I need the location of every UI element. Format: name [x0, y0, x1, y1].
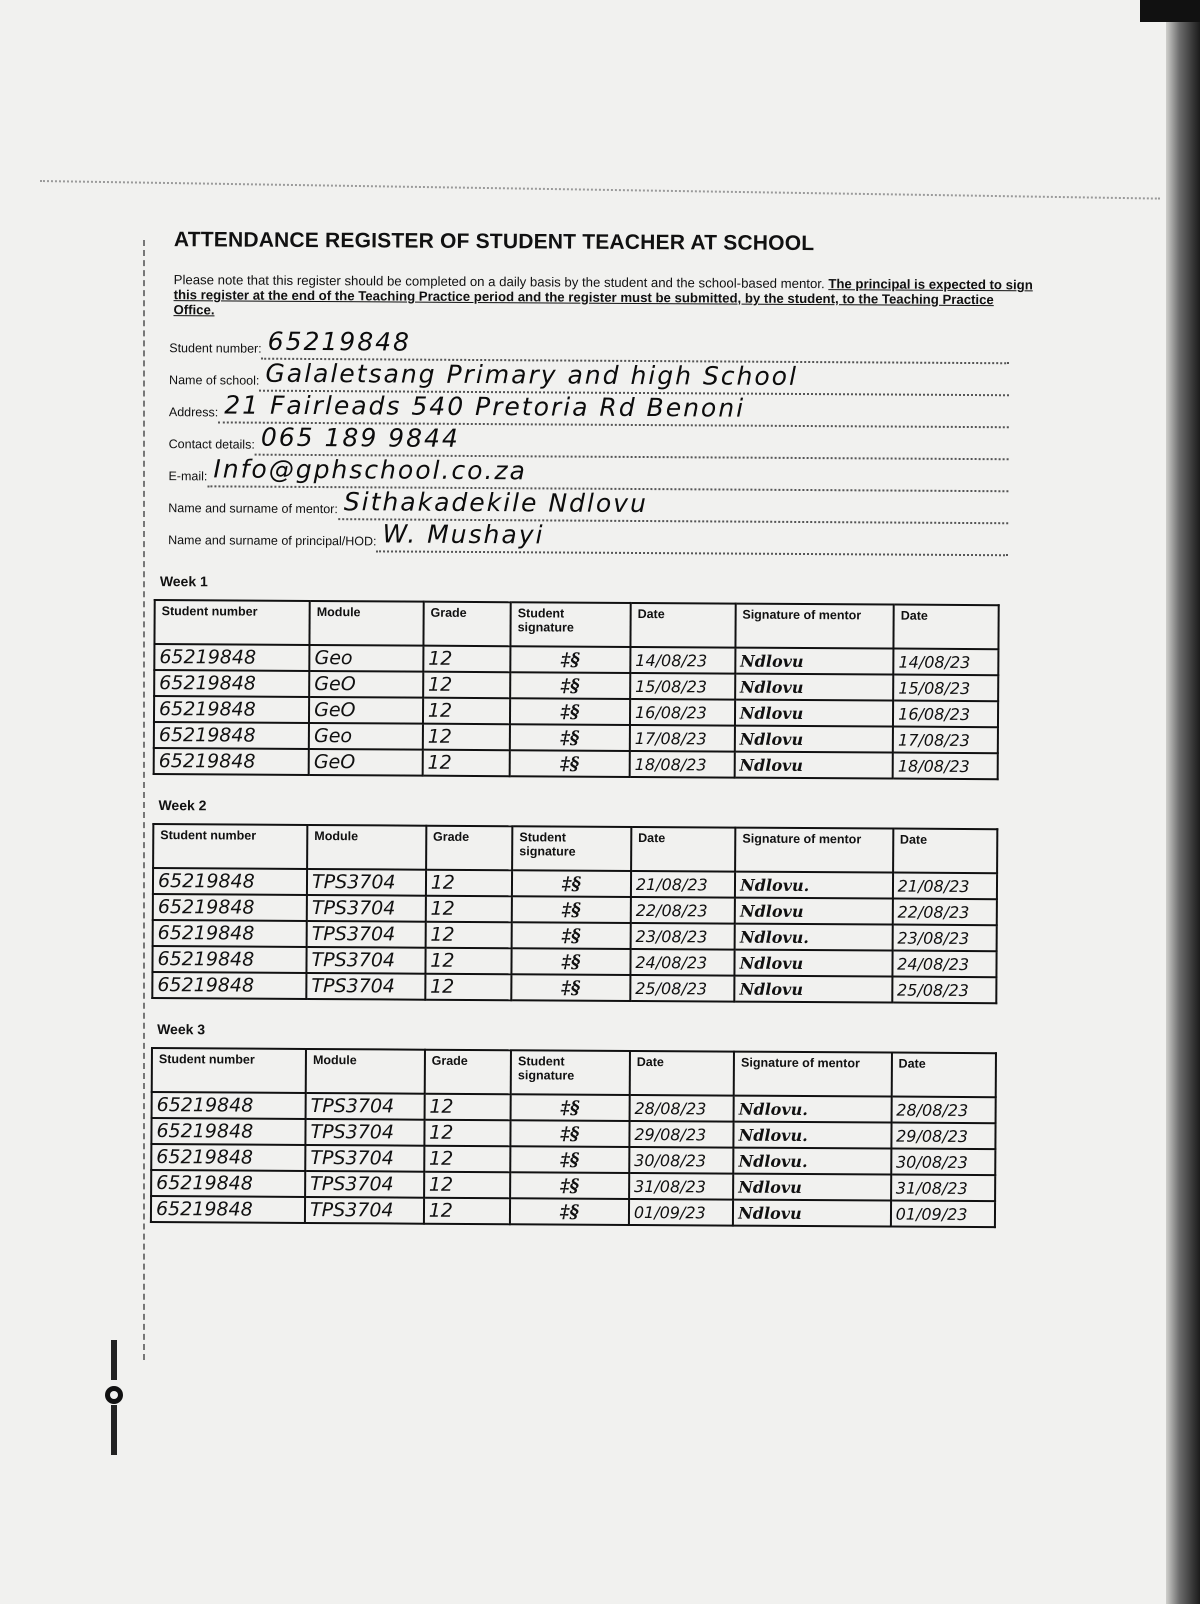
student-number-header: Student number — [152, 1048, 306, 1093]
grade-cell: 12 — [425, 974, 512, 1001]
mentor-date-cell: 28/08/23 — [891, 1097, 995, 1124]
date-cell: 16/08/23 — [630, 699, 735, 726]
mentor-signature-cell: Ndlovu — [735, 674, 894, 701]
student-number-header: Student number — [154, 600, 309, 645]
student-number-cell: 65219848 — [151, 1196, 305, 1223]
week-1-table — [153, 599, 1000, 780]
address-value: 21 Fairleads 540 Pretoria Rd Benoni — [224, 390, 746, 423]
mentor-date-cell: 31/08/23 — [891, 1175, 995, 1202]
mentor-signature-cell: Ndlovu — [733, 1200, 891, 1227]
module-cell: GeO — [309, 697, 423, 724]
module-cell: GeO — [309, 671, 423, 698]
student-signature-cell: ‡§ — [510, 1172, 629, 1199]
student-signature-cell: ‡§ — [510, 1198, 629, 1225]
mentor-signature-cell: Ndlovu — [734, 752, 893, 779]
student-number-cell: 65219848 — [154, 644, 309, 671]
date-header: Date — [630, 603, 735, 648]
grade-cell: 12 — [424, 1146, 511, 1173]
mentor-date-header: Date — [891, 1053, 996, 1098]
mentor-date-cell: 16/08/23 — [893, 701, 998, 728]
student-number-header: Student number — [153, 824, 307, 869]
student-number-cell: 65219848 — [154, 670, 309, 697]
grade-cell: 12 — [424, 1172, 511, 1199]
student-number-cell: 65219848 — [151, 1144, 305, 1171]
student-number-cell: 65219848 — [154, 748, 309, 775]
paper-corner-shadow — [1140, 0, 1200, 22]
header-row — [153, 824, 997, 873]
mentor-date-cell: 15/08/23 — [893, 675, 998, 702]
email-label: E-mail: — [168, 469, 208, 484]
student-signature-cell: ‡§ — [510, 672, 630, 699]
date-cell: 25/08/23 — [630, 975, 734, 1002]
module-cell: TPS3704 — [307, 921, 426, 948]
student-signature-cell: ‡§ — [510, 646, 630, 673]
module-cell: Geo — [309, 645, 423, 672]
mentor-signature-cell: Ndlovu — [735, 726, 894, 753]
student-signature-cell: ‡§ — [510, 750, 630, 777]
grade-header: Grade — [424, 1050, 511, 1095]
mentor-date-header: Date — [894, 605, 999, 650]
week-2-table — [151, 823, 998, 1004]
mentor-label: Name and surname of mentor: — [168, 501, 338, 517]
student-number-cell: 65219848 — [153, 868, 307, 895]
date-cell: 31/08/23 — [629, 1173, 733, 1200]
mentor-date-cell: 29/08/23 — [891, 1123, 995, 1150]
principal-label: Name and surname of principal/HOD: — [168, 533, 377, 549]
date-cell: 18/08/23 — [630, 751, 735, 778]
student-signature-header: Student signature — [511, 1050, 630, 1095]
module-cell: TPS3704 — [305, 1171, 424, 1198]
student-number-cell: 65219848 — [152, 946, 306, 973]
date-cell: 21/08/23 — [631, 871, 735, 898]
grade-cell: 12 — [424, 1120, 511, 1147]
student-signature-cell: ‡§ — [512, 870, 631, 897]
header-row — [152, 1048, 996, 1097]
contact-value: 065 189 9844 — [260, 422, 460, 453]
mentor-date-cell: 24/08/23 — [892, 951, 996, 978]
mentor-date-cell: 18/08/23 — [893, 753, 998, 780]
date-cell: 15/08/23 — [630, 673, 735, 700]
module-cell: TPS3704 — [305, 1197, 424, 1224]
student-number-cell: 65219848 — [151, 1170, 305, 1197]
mentor-signature-cell: Ndlovu. — [734, 1096, 892, 1123]
student-number-cell: 65219848 — [153, 920, 307, 947]
date-cell: 23/08/23 — [630, 923, 734, 950]
mentor-date-cell: 14/08/23 — [893, 649, 998, 676]
perforation-line — [40, 180, 1160, 200]
date-cell: 24/08/23 — [630, 949, 734, 976]
student-number-cell: 65219848 — [154, 696, 309, 723]
mentor-signature-header: Signature of mentor — [734, 1052, 892, 1097]
principal-field — [168, 519, 1008, 556]
table-row — [154, 748, 998, 779]
principal-value: W. Mushayi — [382, 519, 545, 550]
grade-cell: 12 — [425, 922, 512, 949]
module-cell: Geo — [309, 723, 423, 750]
email-value: Info@gphschool.co.za — [213, 454, 527, 486]
notice-emphasis: The principal is expected to sign this register at the end of the Teaching Practice period and the register must be submitted, by the student, to the Teaching Practice Office. — [173, 276, 1033, 318]
module-cell: TPS3704 — [306, 947, 425, 974]
mentor-signature-header: Signature of mentor — [735, 828, 893, 873]
student-signature-cell: ‡§ — [512, 922, 631, 949]
date-header: Date — [631, 827, 736, 872]
mentor-date-cell: 21/08/23 — [893, 873, 997, 900]
student-number-cell: 65219848 — [153, 894, 307, 921]
module-cell: TPS3704 — [307, 895, 426, 922]
school-label: Name of school: — [169, 373, 260, 388]
student-signature-cell: ‡§ — [510, 698, 630, 725]
date-cell: 28/08/23 — [629, 1095, 733, 1122]
grade-cell: 12 — [423, 724, 510, 751]
student-signature-cell: ‡§ — [512, 896, 631, 923]
student-signature-header: Student signature — [512, 826, 631, 871]
student-number-label: Student number: — [169, 341, 262, 356]
mentor-date-cell: 17/08/23 — [893, 727, 998, 754]
mentor-date-header: Date — [893, 829, 998, 874]
module-header: Module — [306, 1049, 425, 1094]
mentor-date-cell: 25/08/23 — [892, 977, 996, 1004]
module-cell: TPS3704 — [305, 1145, 424, 1172]
date-header: Date — [630, 1051, 735, 1096]
student-number-cell: 65219848 — [152, 1092, 306, 1119]
paper-edge-shadow — [1166, 0, 1200, 1604]
mentor-signature-cell: Ndlovu. — [735, 872, 893, 899]
module-cell: GeO — [309, 749, 423, 776]
student-signature-cell: ‡§ — [511, 1094, 630, 1121]
address-label: Address: — [168, 405, 219, 420]
week-label: Week 2 — [158, 797, 207, 814]
table-row — [151, 1196, 995, 1227]
attendance-register-sheet — [144, 228, 1040, 1228]
mentor-date-cell: 01/09/23 — [891, 1201, 995, 1228]
mentor-date-cell: 22/08/23 — [892, 899, 996, 926]
mentor-signature-cell: Ndlovu. — [733, 1148, 891, 1175]
grade-cell: 12 — [423, 698, 510, 725]
module-cell: TPS3704 — [306, 1093, 425, 1120]
student-number-cell: 65219848 — [152, 972, 306, 999]
binding-clip-icon — [104, 1340, 124, 1460]
mentor-date-cell: 23/08/23 — [892, 925, 996, 952]
week-3-table — [150, 1047, 997, 1228]
grade-cell: 12 — [425, 948, 512, 975]
mentor-signature-cell: Ndlovu — [733, 1174, 891, 1201]
student-signature-cell: ‡§ — [510, 1146, 629, 1173]
header-row — [154, 600, 998, 649]
mentor-signature-cell: Ndlovu — [734, 976, 892, 1003]
mentor-signature-cell: Ndlovu — [735, 898, 893, 925]
mentor-date-cell: 30/08/23 — [891, 1149, 995, 1176]
date-cell: 01/09/23 — [629, 1199, 733, 1226]
mentor-signature-cell: Ndlovu. — [735, 924, 893, 951]
week-label: Week 3 — [157, 1021, 206, 1038]
grade-cell: 12 — [423, 672, 510, 699]
grade-cell: 12 — [424, 1198, 511, 1225]
grade-cell: 12 — [426, 896, 513, 923]
date-cell: 17/08/23 — [630, 725, 735, 752]
mentor-signature-cell: Ndlovu — [735, 700, 894, 727]
contact-label: Contact details: — [168, 437, 255, 452]
school-value: Galaletsang Primary and high School — [265, 358, 799, 391]
student-signature-cell: ‡§ — [512, 948, 631, 975]
date-cell: 30/08/23 — [629, 1147, 733, 1174]
student-number-cell: 65219848 — [151, 1118, 305, 1145]
grade-header: Grade — [426, 826, 513, 871]
student-signature-header: Student signature — [511, 602, 631, 647]
student-signature-cell: ‡§ — [510, 724, 630, 751]
module-header: Module — [307, 825, 426, 870]
date-cell: 22/08/23 — [631, 897, 735, 924]
grade-cell: 12 — [426, 870, 513, 897]
date-cell: 29/08/23 — [629, 1121, 733, 1148]
grade-cell: 12 — [424, 1094, 511, 1121]
student-number-value: 65219848 — [267, 326, 412, 357]
mentor-signature-cell: Ndlovu — [735, 648, 894, 675]
mentor-signature-cell: Ndlovu. — [734, 1122, 892, 1149]
mentor-signature-cell: Ndlovu — [735, 950, 893, 977]
mentor-value: Sithakadekile Ndlovu — [343, 487, 648, 519]
grade-header: Grade — [423, 602, 510, 647]
table-row — [152, 972, 996, 1003]
notice-plain: Please note that this register should be completed on a daily basis by the student and the school-based mentor. — [173, 272, 825, 292]
email-field — [168, 455, 1008, 492]
date-cell: 14/08/23 — [630, 647, 735, 674]
student-signature-cell: ‡§ — [511, 974, 630, 1001]
module-header: Module — [310, 601, 424, 646]
weeks-container — [144, 573, 1038, 1228]
student-number-cell: 65219848 — [154, 722, 309, 749]
mentor-field — [168, 487, 1008, 524]
grade-cell: 12 — [423, 646, 510, 673]
module-cell: TPS3704 — [307, 869, 426, 896]
mentor-signature-header: Signature of mentor — [735, 604, 894, 649]
student-signature-cell: ‡§ — [511, 1120, 630, 1147]
notice-text — [173, 272, 1033, 322]
module-cell: TPS3704 — [305, 1119, 424, 1146]
page-title: ATTENDANCE REGISTER OF STUDENT TEACHER AT SCHOOL — [173, 228, 815, 256]
module-cell: TPS3704 — [306, 973, 425, 1000]
week-label: Week 1 — [159, 573, 208, 590]
grade-cell: 12 — [423, 750, 510, 777]
